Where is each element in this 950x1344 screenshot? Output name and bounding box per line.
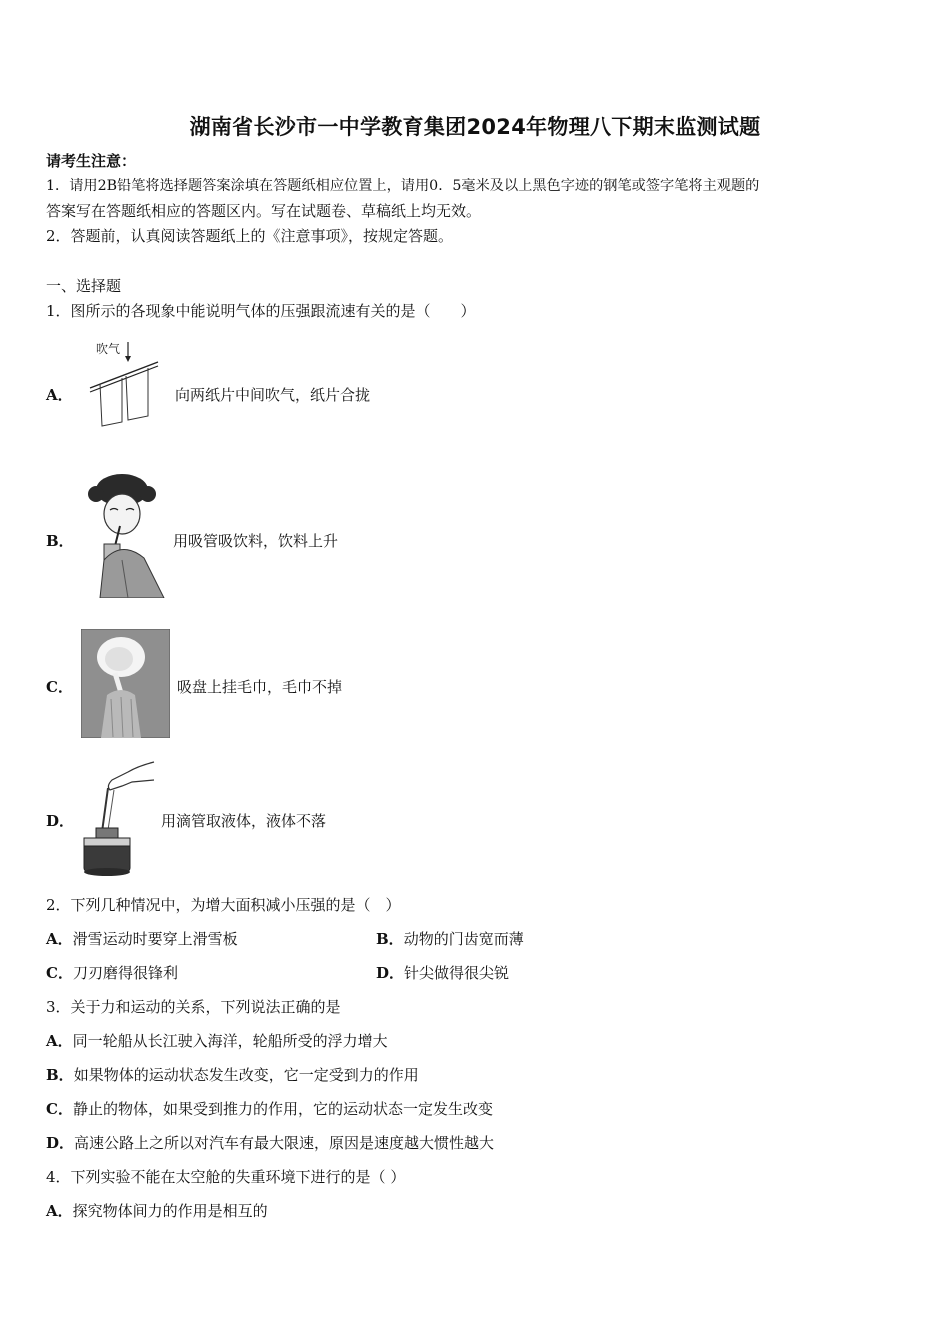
notice-item-1-line-1: 1．请用2B铅笔将选择题答案涂填在答题纸相应位置上，请用0．5毫米及以上黑色字迹的钢笔或签字笔将主观题的 [46,178,760,194]
question-2-option-a-text: 滑雪运动时要穿上滑雪板 [72,930,238,948]
question-1-option-d-text: 用滴管取液体，液体不落 [161,812,327,830]
question-3-option-b-text: 如果物体的运动状态发生改变，它一定受到力的作用 [73,1066,419,1084]
notice-item-2: 2．答题前，认真阅读答题纸上的《注意事项》，按规定答题。 [46,227,454,245]
question-2-option-a [46,929,238,949]
question-2-option-c-label: C． [46,964,73,982]
question-1-option-a-text: 向两纸片中间吹气，纸片合拢 [175,386,371,404]
question-2-option-c [46,963,178,983]
question-1-option-a-label: A． [46,386,73,404]
question-1-option-b-text: 用吸管吸饮料，饮料上升 [173,532,339,550]
page-title: 湖南省长沙市一中学教育集团2024年物理八下期末监测试题 [189,115,761,139]
question-3-option-c-label: C． [46,1100,73,1118]
question-1-stem: 1．图所示的各现象中能说明气体的压强跟流速有关的是（ ） [46,302,476,320]
question-4-option-a-label: A． [46,1202,73,1220]
question-3-option-b [46,1065,419,1085]
question-3-option-a-text: 同一轮船从长江驶入海洋，轮船所受的浮力增大 [72,1032,388,1050]
question-3-option-b-label: B． [46,1066,74,1084]
question-2-option-b [376,929,524,949]
question-2-option-b-text: 动物的门齿宽而薄 [403,930,524,948]
question-3-option-d-label: D． [46,1134,75,1152]
question-3-option-d-text: 高速公路上之所以对汽车有最大限速，原因是速度越大惯性越大 [74,1134,495,1152]
section-heading: 一、选择题 [46,277,122,295]
suction-cup-icon [81,629,170,738]
question-3-option-a [46,1031,388,1051]
question-1-option-c-text: 吸盘上挂毛巾，毛巾不掉 [177,678,343,696]
question-3-stem: 3．关于力和运动的关系，下列说法正确的是 [46,998,341,1016]
dropper-bottle-icon [78,760,156,878]
question-2-option-c-text: 刀刃磨得很锋利 [72,964,178,982]
question-4-option-a-text: 探究物体间力的作用是相互的 [72,1202,268,1220]
question-2-option-a-label: A． [46,930,73,948]
image-caption-blow: 吹气 [96,342,121,356]
question-2-option-d-text: 针尖做得很尖锐 [404,964,510,982]
question-2-stem: 2．下列几种情况中，为增大面积减小压强的是（ ） [46,896,401,914]
question-1-option-d-label: D． [46,812,75,830]
question-2-option-d-label: D． [376,964,405,982]
question-3-option-a-label: A． [46,1032,73,1050]
question-4-option-a [46,1201,268,1221]
question-1-option-c-label: C． [46,678,73,696]
question-4-stem: 4．下列实验不能在太空舱的失重环境下进行的是（ ） [46,1168,406,1186]
question-2-option-d [376,963,509,983]
question-3-option-c-text: 静止的物体，如果受到推力的作用，它的运动状态一定发生改变 [72,1100,493,1118]
blowing-paper-icon [82,338,167,430]
question-2-option-b-label: B． [376,930,404,948]
question-3-option-c [46,1099,493,1119]
girl-straw-icon [82,470,170,598]
notice-item-1-line-2: 答案写在答题纸相应的答题区内。写在试题卷、草稿纸上均无效。 [46,202,482,220]
notice-heading: 请考生注意： [46,152,137,170]
question-1-option-b-label: B． [46,532,74,550]
question-3-option-d [46,1133,494,1153]
